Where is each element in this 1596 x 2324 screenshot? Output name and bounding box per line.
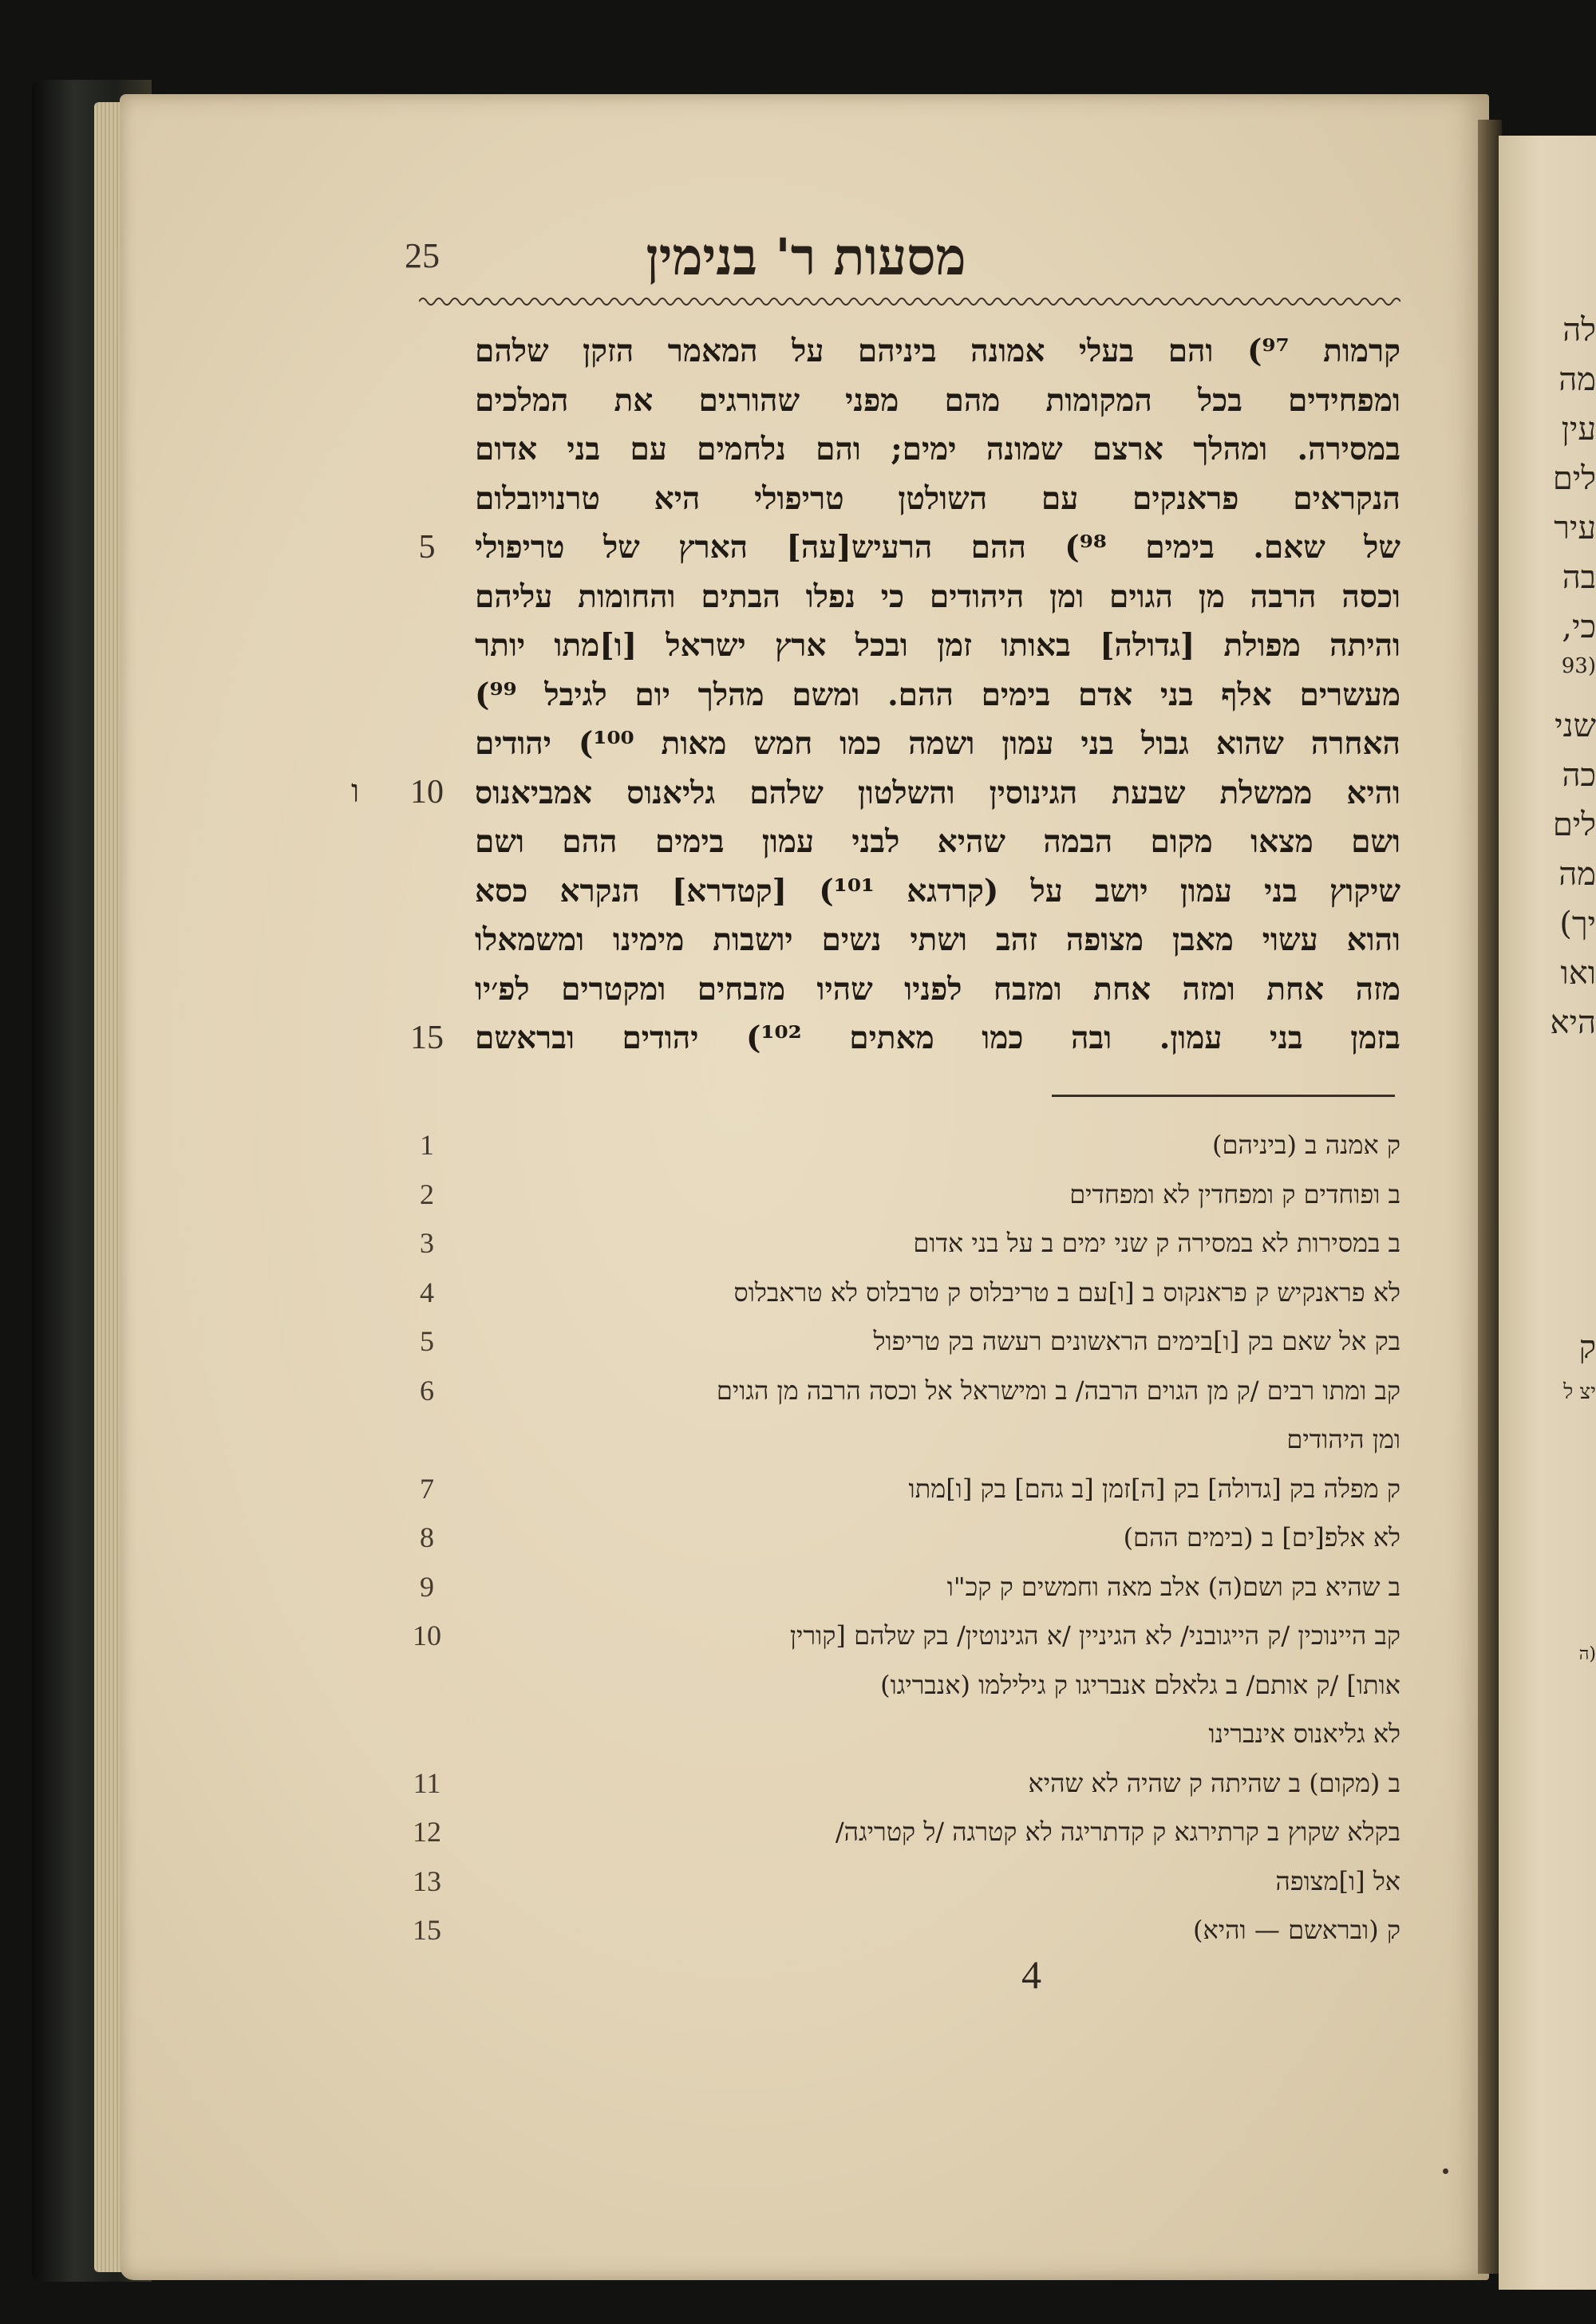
apparatus-entry [399, 1710, 1400, 1759]
apparatus-line-number: 1 [420, 1129, 434, 1161]
ink-dot [1443, 2168, 1448, 2174]
text-line: והיא ממשלת שבעת הגינוסין והשלטון שלהם גליאנוס אמביאנוס [475, 774, 1400, 811]
apparatus-text: לא פראנקיש ק פראנקוס ב [ו]עם ב טריבלוס ק טרבלוס לא טראבלוס [733, 1276, 1400, 1308]
text-line: קרמות ⁹⁷) והם בעלי אמונה ביניהם על המאמר הזקן שלהם [475, 333, 1400, 369]
facing-fragment: (ה [1578, 1644, 1596, 1664]
apparatus-line-number: 9 [420, 1570, 434, 1603]
apparatus-line-number: 7 [420, 1472, 434, 1505]
signature-mark: 4 [1021, 1952, 1041, 1997]
text-line: שיקוץ בני עמון יושב על (קרדגא ¹⁰¹) [קטדרא] הנקרא כסא [475, 872, 1400, 909]
line-number: 5 [418, 529, 436, 566]
apparatus-entry [399, 1661, 1400, 1710]
facing-fragment: עין [1561, 411, 1596, 448]
apparatus-entry [399, 1219, 1400, 1269]
apparatus-text: ק מפלה בק [גדולה] בק [ה]זמן [ב גהם] בק [ו]מתו [908, 1473, 1400, 1504]
text-line: והוא עשוי מאבן מצופה זהב ושתי נשים יושבות מימינו ומשמאלו [475, 921, 1400, 958]
apparatus-entry [399, 1808, 1400, 1857]
facing-fragment: ק [1578, 1329, 1596, 1366]
text-line: מזה אחת ומזה אחת ומזבח לפניו שהיו מזבחים ומקטרים לפ׳יו [475, 970, 1400, 1008]
facing-fragment: (93 [1561, 654, 1596, 678]
facing-fragment: היא [1550, 1004, 1596, 1041]
critical-apparatus [399, 1121, 1400, 1955]
text-line: והיתה מפולת [גדולה] באותו זמן ובכל ארץ ישראל [ו]מתו יותר [475, 627, 1400, 664]
facing-fragment: לה [1562, 312, 1596, 349]
apparatus-entry [399, 1269, 1400, 1318]
page-number: 25 [405, 236, 440, 275]
apparatus-text: ק (ובראשם — והיא) [1193, 1915, 1400, 1945]
footnote-separator [1052, 1095, 1395, 1097]
apparatus-entry [399, 1857, 1400, 1907]
text-line: ומפחידים בכל המקומות מהם מפני שהורגים את המלכים [475, 381, 1400, 419]
apparatus-text: ק אמנה ב (ביניהם) [1212, 1130, 1400, 1160]
apparatus-line-number: 3 [420, 1227, 434, 1259]
facing-fragment: עיר [1554, 510, 1596, 546]
facing-fragment: לים [1552, 807, 1596, 843]
apparatus-entry [399, 1367, 1400, 1416]
line-number: 15 [410, 1020, 444, 1056]
facing-fragment: יצ ל [1563, 1380, 1596, 1404]
apparatus-text: ב (מקום) ב שהיתה ק שהיה לא שהיא [1028, 1767, 1400, 1798]
apparatus-entry [399, 1121, 1400, 1170]
facing-fragment: כי, [1562, 609, 1596, 645]
apparatus-line-number: 10 [413, 1620, 441, 1651]
apparatus-line-number: 2 [420, 1178, 434, 1210]
line-number: 10 [410, 774, 444, 811]
text-line: האחרה שהוא גבול בני עמון ושמה כמו חמש מאות ¹⁰⁰) יהודים [475, 725, 1400, 762]
apparatus-text: ומן היהודים [1286, 1424, 1400, 1454]
apparatus-text: קב היינוכין /ק הייגובני/ לא הגיניין /א הגינוטין/ בק שלהם [קורין [789, 1620, 1400, 1651]
apparatus-text: ב ופוחדים ק ומפחדין לא ומפחדים [1069, 1178, 1400, 1209]
main-text [475, 327, 1400, 1063]
apparatus-text: בקלא שקוץ ב קרתירגא ק קדתריגה לא קטרגה /ל קטריגה/ [835, 1817, 1400, 1847]
text-line: ושם מצאו מקום הבמה שהיא לבני עמון בימים ההם ושם [475, 823, 1400, 860]
text-line: של שאם. בימים ⁹⁸) ההם הרעיש[עה] הארץ של טריפולי [475, 529, 1400, 566]
apparatus-entry [399, 1465, 1400, 1514]
apparatus-text: קב ומתו רבים /ק מן הגוים הרבה/ ב ומישראל אל וכסה הרבה מן הגוים [716, 1375, 1400, 1406]
facing-fragment: לים [1552, 460, 1596, 497]
margin-mark: ו [351, 773, 360, 810]
text-line: מעשרים אלף בני אדם בימים ההם. ומשם מהלך יום לגיבל ⁹⁹) [475, 676, 1400, 713]
text-line: בזמן בני עמון. ובה כמו מאתים ¹⁰²) יהודים ובראשם [475, 1020, 1400, 1056]
apparatus-line-number: 15 [413, 1914, 441, 1946]
apparatus-line-number: 12 [413, 1816, 441, 1848]
apparatus-text: לא אלפ[ים] ב (בימים ההם) [1123, 1522, 1400, 1553]
facing-fragment: שני [1555, 708, 1596, 744]
apparatus-entry [399, 1759, 1400, 1809]
facing-fragment: כה [1562, 757, 1596, 794]
apparatus-text: ב במסירות לא במסירה ק שני ימים ב על בני אדום [913, 1228, 1400, 1258]
apparatus-line-number: 11 [413, 1766, 441, 1799]
text-line: וכסה הרבה מן הגוים ומן היהודים כי נפלו הבתים והחומות עליהם [475, 578, 1400, 615]
facing-fragment: בה [1562, 559, 1596, 596]
apparatus-text: בק אל שאם בק [ו]בימים הראשונים רעשה בק טריפול [873, 1326, 1400, 1356]
apparatus-line-number: 6 [420, 1374, 434, 1407]
apparatus-entry [399, 1906, 1400, 1955]
apparatus-entry [399, 1317, 1400, 1367]
text-line: הנקראים פראנקים עם השולטן טריפולי היא טרנויובלום [475, 479, 1400, 517]
facing-fragment: מה [1558, 361, 1596, 398]
apparatus-entry [399, 1513, 1400, 1563]
wavy-header-rule [419, 295, 1400, 308]
apparatus-text: ב שהיא בק ושם(ה) אלב מאה וחמשים ק קכ"ו [946, 1571, 1400, 1602]
apparatus-text: אל [ו]מצופה [1275, 1865, 1400, 1896]
text-line: במסירה. ומהלך ארצם שמונה ימים; והם נלחמים עם בני אדום [475, 431, 1400, 468]
apparatus-line-number: 13 [413, 1864, 441, 1897]
apparatus-entry [399, 1612, 1400, 1661]
apparatus-line-number: 8 [420, 1521, 434, 1553]
apparatus-entry [399, 1170, 1400, 1220]
apparatus-entry [399, 1563, 1400, 1612]
apparatus-line-number: 5 [420, 1325, 434, 1357]
facing-page [1499, 136, 1596, 2290]
facing-fragment: יך) [1559, 906, 1596, 942]
apparatus-entry [399, 1415, 1400, 1465]
facing-fragment: ואו [1560, 955, 1596, 992]
apparatus-line-number: 4 [420, 1276, 434, 1308]
running-head-title: מסעות ר' בנימין [646, 227, 966, 287]
apparatus-text: לא גליאנוס אינברינו [1208, 1718, 1400, 1749]
facing-fragment: מה [1558, 856, 1596, 893]
apparatus-text: אותו] /ק אותם/ ב גלאלם אנבריגו ק גילילמו (אנבריגו) [880, 1669, 1400, 1700]
